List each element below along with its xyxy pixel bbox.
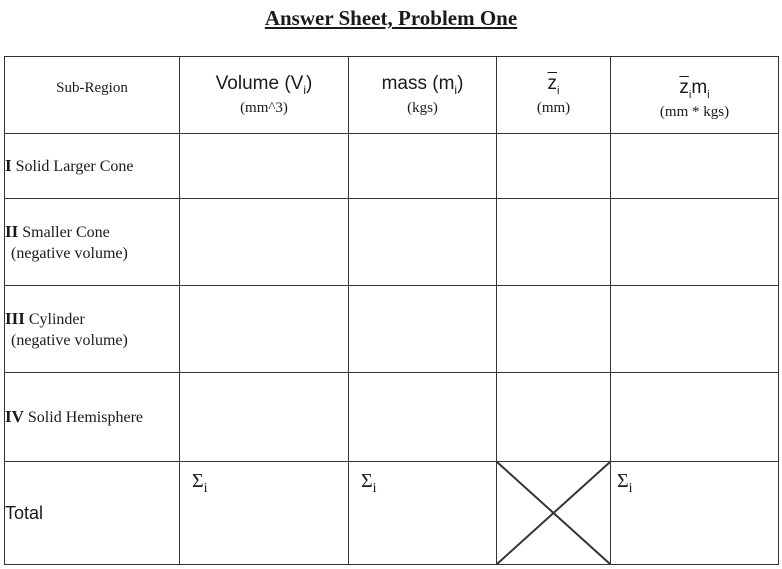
header-subregion: Sub-Region xyxy=(5,57,180,134)
cell-zm[interactable] xyxy=(611,286,779,373)
header-zbar: $\overline{z}_i$ (mm) xyxy=(497,57,611,134)
header-zm: $\overline{z}_im_i$ (mm * kgs) xyxy=(611,57,779,134)
cell-mass[interactable] xyxy=(349,286,497,373)
row-label-smaller-cone: II Smaller Cone (negative volume) xyxy=(5,199,180,286)
header-volume-unit: (mm^3) xyxy=(240,99,288,116)
total-zbar-crossed-out xyxy=(497,462,611,565)
row-label-solid-hemisphere: IV Solid Hemisphere xyxy=(5,373,180,462)
table-row xyxy=(5,134,779,199)
header-zm-unit: (mm * kgs) xyxy=(659,104,730,121)
total-label: Total xyxy=(5,462,180,565)
cross-out-mark xyxy=(497,462,610,564)
total-zm-sum[interactable]: $\Sigma_i$ xyxy=(611,462,779,565)
header-zbar-unit: (mm) xyxy=(536,100,571,117)
cell-zm[interactable] xyxy=(611,373,779,462)
row-label-cylinder: III Cylinder (negative volume) xyxy=(5,286,180,373)
header-volume: Volume $(V_i)$ (mm^3) xyxy=(180,57,349,134)
cell-zbar[interactable] xyxy=(497,373,611,462)
sigma-symbol: Σ xyxy=(617,470,629,492)
header-mass: mass $(m_i)$ (kgs) xyxy=(349,57,497,134)
cell-volume[interactable] xyxy=(180,199,349,286)
cell-mass[interactable] xyxy=(349,373,497,462)
cell-volume[interactable] xyxy=(180,286,349,373)
page-title: Answer Sheet, Problem One xyxy=(264,6,518,30)
cell-zbar[interactable] xyxy=(497,199,611,286)
cell-volume[interactable] xyxy=(180,373,349,462)
table-row xyxy=(5,373,779,462)
total-row xyxy=(5,462,779,565)
header-row xyxy=(5,57,779,134)
sigma-symbol: Σ xyxy=(192,470,204,492)
answer-table xyxy=(4,56,779,565)
cell-mass[interactable] xyxy=(349,134,497,199)
header-mass-unit: (kgs) xyxy=(407,99,438,116)
sigma-symbol: Σ xyxy=(361,470,373,492)
total-volume-sum[interactable]: $\Sigma_i$ xyxy=(180,462,349,565)
cell-mass[interactable] xyxy=(349,199,497,286)
cell-volume[interactable] xyxy=(180,134,349,199)
row-label-solid-larger-cone: I Solid Larger Cone xyxy=(5,134,180,199)
cell-zbar[interactable] xyxy=(497,286,611,373)
total-mass-sum[interactable]: $\Sigma_i$ xyxy=(349,462,497,565)
cell-zbar[interactable] xyxy=(497,134,611,199)
cell-zm[interactable] xyxy=(611,199,779,286)
table-row xyxy=(5,286,779,373)
cell-zm[interactable] xyxy=(611,134,779,199)
table-row xyxy=(5,199,779,286)
